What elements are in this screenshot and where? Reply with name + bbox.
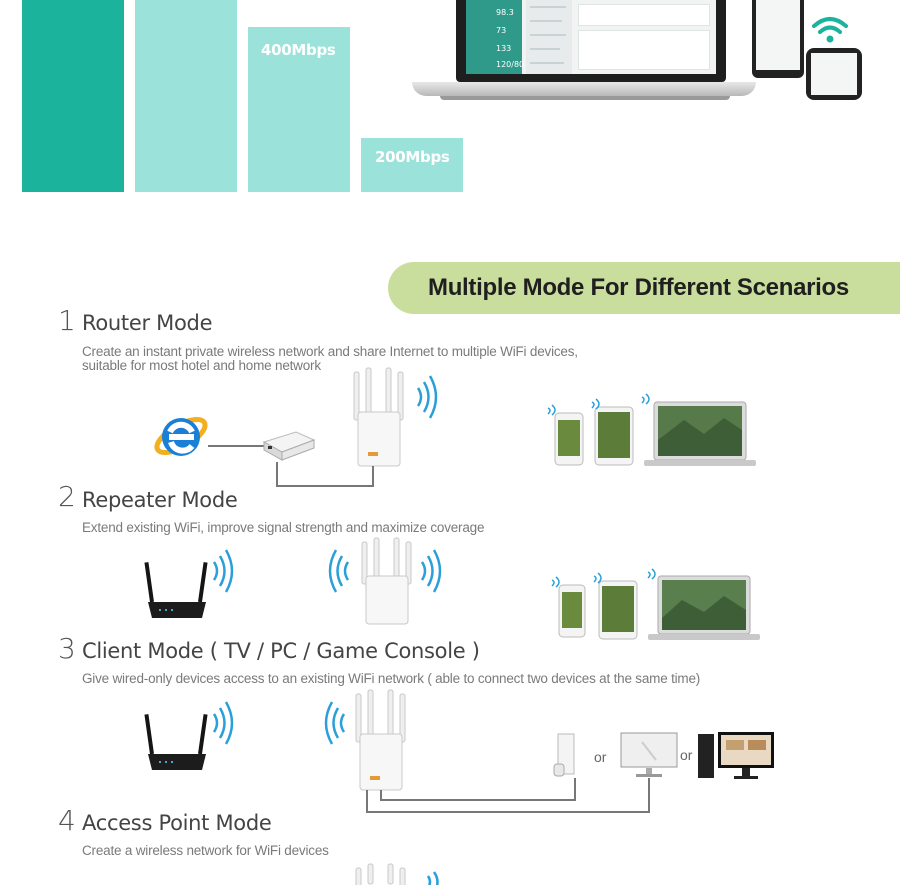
mode-title-client: Client Mode ( TV / PC / Game Console ) — [82, 639, 480, 663]
section-title: Multiple Mode For Different Scenarios — [428, 274, 849, 301]
tv-icon — [620, 732, 678, 778]
desktop-pc-icon — [698, 732, 776, 780]
extender-icon — [350, 368, 408, 468]
router-icon — [146, 560, 208, 620]
wifi-waves-icon — [640, 393, 652, 405]
wifi-waves-icon — [210, 700, 238, 746]
tablet-device — [752, 0, 804, 78]
tablet-screen — [756, 0, 800, 70]
connection-line — [648, 778, 650, 813]
wifi-waves-icon — [414, 374, 442, 420]
wifi-waves-icon — [590, 398, 602, 410]
wifi-waves-icon — [550, 576, 562, 588]
connection-line — [380, 799, 576, 801]
laptop-screen — [456, 0, 726, 82]
wifi-icon — [810, 14, 850, 46]
mode-number: 4 — [58, 804, 76, 837]
extender-icon — [358, 538, 416, 626]
speed-label-200: 200Mbps — [375, 148, 450, 166]
dashboard-stat: 133 — [496, 44, 512, 53]
modem-icon — [262, 428, 316, 462]
wifi-waves-icon — [646, 568, 658, 580]
tablet-icon — [594, 406, 634, 466]
extender-icon — [352, 690, 410, 792]
dashboard-sidebar — [466, 0, 525, 74]
router-icon — [146, 712, 208, 772]
mode-description: Extend existing WiFi, improve signal strength and maximize coverage — [82, 520, 485, 535]
mode-description: Give wired-only devices access to an existing WiFi network ( able to connect two devices at the same time) — [82, 671, 701, 686]
mode-title-access-point: Access Point Mode — [82, 811, 272, 835]
laptop-base — [412, 82, 756, 96]
mode-title-repeater: Repeater Mode — [82, 488, 238, 512]
or-separator: or — [594, 749, 607, 765]
or-separator: or — [680, 747, 693, 763]
wifi-waves-icon — [592, 572, 604, 584]
dashboard-screenshot — [466, 0, 716, 74]
wifi-waves-icon — [210, 548, 238, 594]
speed-bar-1 — [22, 0, 124, 192]
dashboard-stat: 98.3 — [496, 8, 514, 17]
laptop-icon — [648, 574, 760, 642]
speed-label-400: 400Mbps — [261, 41, 336, 59]
dashboard-menu — [526, 0, 572, 74]
mode-number: 1 — [58, 304, 76, 337]
speed-bar-2 — [135, 0, 237, 192]
dashboard-card — [578, 4, 710, 26]
phone-icon — [558, 584, 586, 638]
mode-description: Create an instant private wireless network and share Internet to multiple WiFi devices, — [82, 344, 578, 359]
dashboard-stat: 120/80 — [496, 60, 525, 69]
ie-browser-icon — [152, 408, 210, 464]
connection-line — [366, 811, 650, 813]
wifi-waves-icon — [546, 404, 558, 416]
game-console-icon — [554, 734, 576, 778]
phone-screen — [811, 53, 857, 95]
laptop-foot — [440, 96, 730, 100]
tablet-icon — [598, 580, 638, 640]
mode-title-router: Router Mode — [82, 311, 213, 335]
mode-description: suitable for most hotel and home network — [82, 358, 321, 373]
connection-line — [276, 485, 374, 487]
connection-line — [276, 462, 278, 486]
phone-icon — [554, 412, 584, 466]
dashboard-card — [578, 30, 710, 70]
connection-line — [372, 466, 374, 487]
wifi-waves-icon — [418, 548, 446, 594]
connection-line — [208, 445, 266, 447]
connection-line — [574, 778, 576, 801]
laptop-icon — [644, 400, 756, 468]
wifi-waves-icon — [424, 872, 444, 885]
wifi-waves-icon — [320, 700, 348, 746]
wifi-waves-icon — [324, 548, 352, 594]
mode-number: 3 — [58, 632, 76, 665]
phone-device — [806, 48, 862, 100]
mode-description: Create a wireless network for WiFi devices — [82, 843, 329, 858]
dashboard-stat: 73 — [496, 26, 507, 35]
mode-number: 2 — [58, 480, 76, 513]
connection-line — [366, 790, 368, 812]
extender-icon — [352, 864, 410, 885]
